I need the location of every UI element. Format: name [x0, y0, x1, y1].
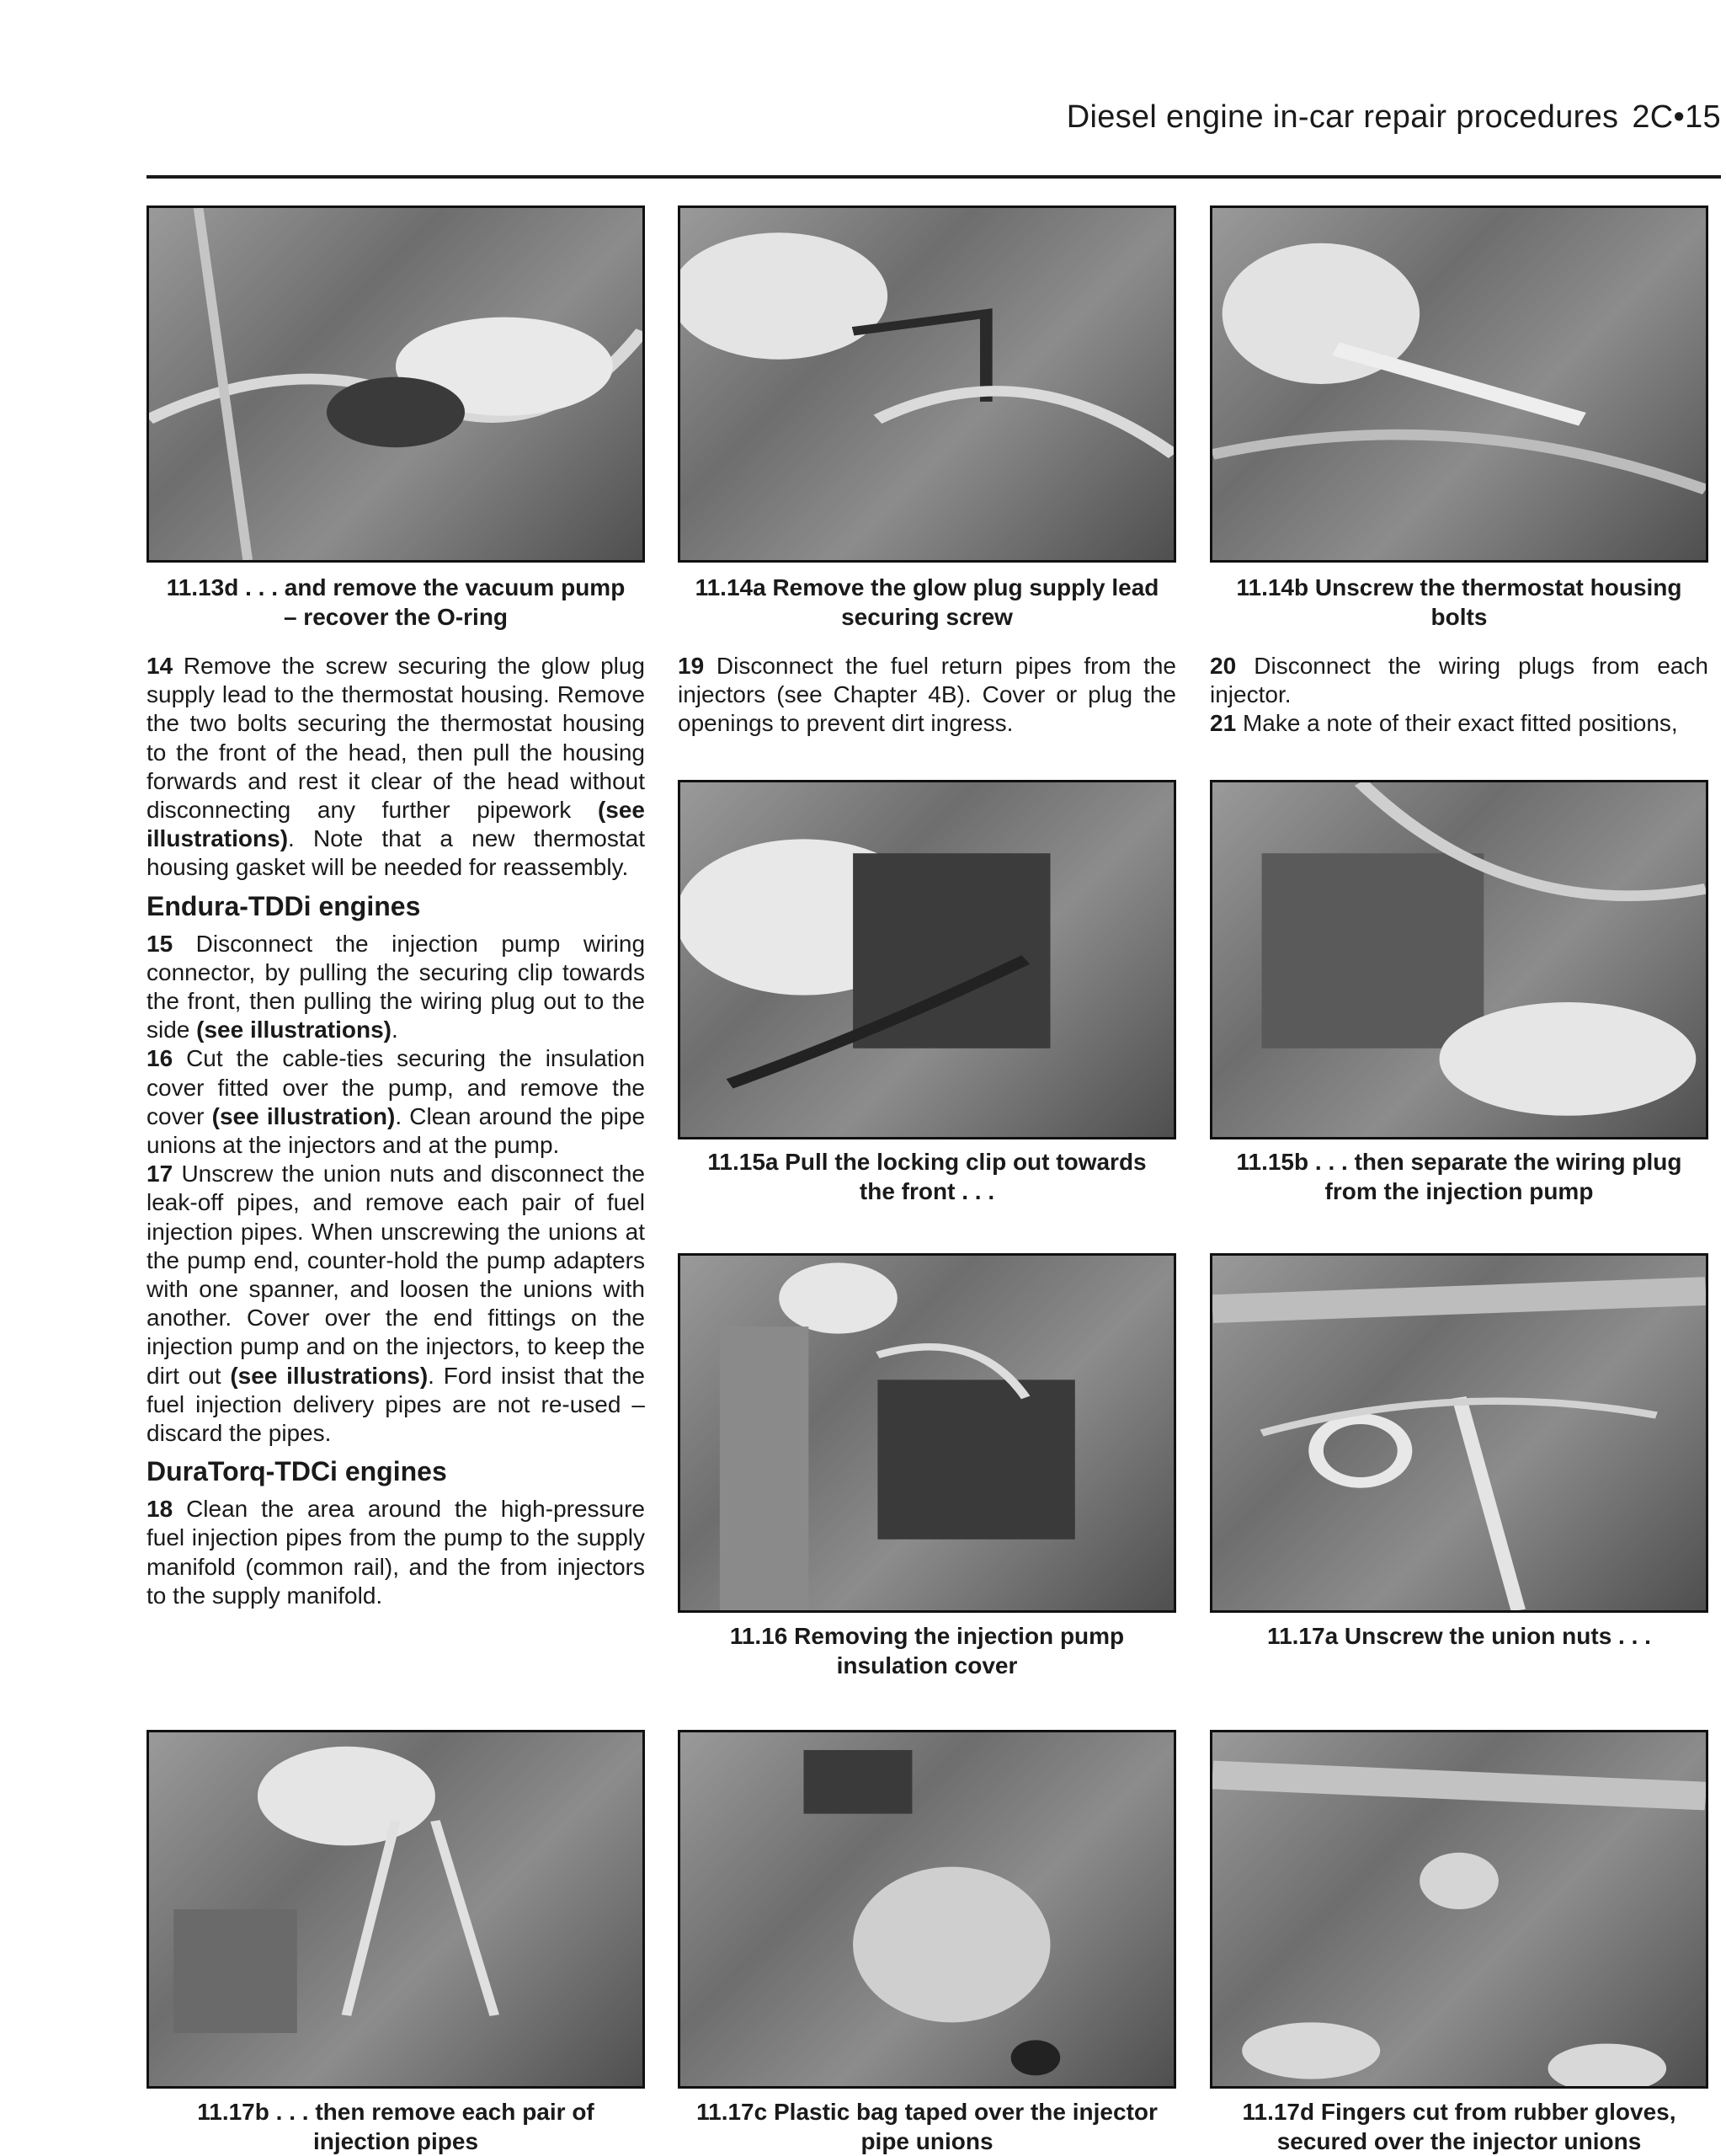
body-text-right — [1210, 652, 1708, 739]
photo-11-13d — [146, 205, 645, 563]
caption-line: 11.17c Plastic bag taped over the injector — [696, 2099, 1158, 2125]
running-header — [146, 99, 1721, 150]
cross-reference: (see illustrations) — [146, 797, 645, 852]
photo-11-14a — [678, 205, 1176, 563]
paragraph-text: . Note that a new thermostat housing gasket will be needed for reassembly. — [146, 825, 645, 881]
caption-line: 11.14b Unscrew the thermostat housing — [1236, 574, 1682, 600]
figure-caption-11-17b — [143, 2097, 648, 2156]
paragraph-text: Cut the cable-ties securing the insulation cover fitted over the pump, and remove the cover — [146, 1045, 646, 1129]
photo-11-16 — [678, 1253, 1176, 1613]
caption-line: 11.17b . . . then remove each pair of — [197, 2099, 594, 2125]
paragraph-number: 17 — [146, 1161, 173, 1187]
paragraph-20 — [1210, 652, 1708, 709]
photo-11-17a — [1210, 1253, 1708, 1613]
caption-line: 11.16 Removing the injection pump — [729, 1623, 1125, 1649]
paragraph-text: Unscrew the union nuts and disconnect the leak-off pipes, and remove each pair of fuel injection pipes. When unscrewing the unions at the pump end, counter-hold the pump adapters with one spanner, and loosen the unions with another. Cover over the end fittings on the injection pump and on the injectors, to keep the dirt out — [146, 1161, 645, 1389]
paragraph-text: Disconnect the fuel return pipes from the injectors (see Chapter 4B). Cover or plug the openings to prevent dirt ingress. — [678, 653, 1177, 737]
paragraph-text: Disconnect the wiring plugs from each injector. — [1210, 653, 1708, 708]
paragraph-number: 16 — [146, 1045, 173, 1072]
paragraph-16 — [146, 1044, 645, 1160]
cross-reference: (see illustration) — [211, 1102, 396, 1129]
paragraph-number: 14 — [146, 653, 173, 679]
figure-caption-11-13d — [143, 573, 648, 632]
cross-reference: (see illustrations) — [230, 1362, 429, 1389]
photo-11-14b — [1210, 205, 1708, 563]
paragraph-number: 18 — [146, 1496, 173, 1523]
caption-line: bolts — [1430, 604, 1488, 630]
paragraph-18 — [146, 1495, 645, 1610]
paragraph-text: . — [392, 1017, 398, 1043]
caption-line: 11.15a Pull the locking clip out towards — [707, 1149, 1147, 1175]
paragraph-21 — [1210, 709, 1708, 738]
section-heading-endura: Endura-TDDi engines — [146, 890, 421, 921]
header-title: Diesel engine in-car repair procedures — [1066, 99, 1619, 135]
caption-line: 11.17a Unscrew the union nuts . . . — [1267, 1623, 1651, 1649]
caption-line: insulation cover — [836, 1652, 1018, 1678]
header-rule — [146, 175, 1721, 179]
paragraph-number: 21 — [1210, 710, 1237, 737]
photo-11-15b — [1210, 780, 1708, 1139]
figure-caption-11-17d — [1207, 2097, 1712, 2156]
paragraph-text: Make a note of their exact fitted positions, — [1242, 710, 1678, 737]
caption-line: 11.13d . . . and remove the vacuum pump — [166, 574, 626, 600]
photo-11-17b — [146, 1730, 645, 2089]
photo-11-17c — [678, 1730, 1176, 2089]
paragraph-number: 20 — [1210, 653, 1237, 679]
paragraph-15 — [146, 930, 645, 1045]
caption-line: – recover the O-ring — [283, 604, 509, 630]
caption-line: 11.14a Remove the glow plug supply lead — [695, 574, 1159, 600]
paragraph-text: . Clean around the pipe unions at the injectors and at the pump. — [146, 1102, 646, 1159]
caption-line: injection pipes — [312, 2128, 479, 2154]
figure-caption-11-16 — [674, 1621, 1180, 1680]
paragraph-text: Clean the area around the high-pressure fuel injection pipes from the pump to the supply manifold (common rail), and the from injectors to the supply manifold. — [146, 1496, 646, 1609]
photo-11-15a — [678, 780, 1176, 1139]
caption-line: secured over the injector unions — [1276, 2128, 1642, 2154]
paragraph-17 — [146, 1160, 645, 1448]
page-number: 2C•15 — [1632, 99, 1721, 135]
figure-caption-11-17c — [674, 2097, 1180, 2156]
figure-caption-11-15a — [674, 1147, 1180, 1206]
figure-caption-11-17a — [1207, 1621, 1712, 1651]
paragraph-text: Disconnect the injection pump wiring connector, by pulling the securing clip towards the front, then pulling the wiring plug out to the side — [146, 930, 646, 1043]
caption-line: pipe unions — [860, 2128, 994, 2154]
caption-line: 11.17d Fingers cut from rubber gloves, — [1242, 2099, 1676, 2125]
cross-reference: (see illustrations) — [196, 1017, 392, 1043]
figure-caption-11-14b — [1207, 573, 1712, 632]
caption-line: the front . . . — [859, 1178, 995, 1204]
section-heading-duratorq: DuraTorq-TDCi engines — [146, 1456, 447, 1487]
paragraph-number: 19 — [678, 653, 705, 679]
figure-caption-11-14a — [674, 573, 1180, 632]
body-text-left — [146, 652, 645, 1610]
caption-line: securing screw — [841, 604, 1013, 630]
paragraph-19 — [678, 652, 1176, 739]
paragraph-text: Remove the screw securing the glow plug supply lead to the thermostat housing. Remove the two bolts securing the thermostat housing to the front of the head, then pull the housing forwards and rest it clear of the head without disconnecting any further pipework — [146, 653, 646, 824]
paragraph-number: 15 — [146, 930, 173, 957]
figure-caption-11-15b — [1207, 1147, 1712, 1206]
photo-11-17d — [1210, 1730, 1708, 2089]
paragraph-14 — [146, 652, 645, 883]
paragraph-text: . Ford insist that the fuel injection delivery pipes are not re-used – discard the pipes. — [146, 1362, 645, 1447]
body-text-middle — [678, 652, 1176, 739]
caption-line: 11.15b . . . then separate the wiring plug — [1236, 1149, 1682, 1175]
caption-line: from the injection pump — [1324, 1178, 1594, 1204]
